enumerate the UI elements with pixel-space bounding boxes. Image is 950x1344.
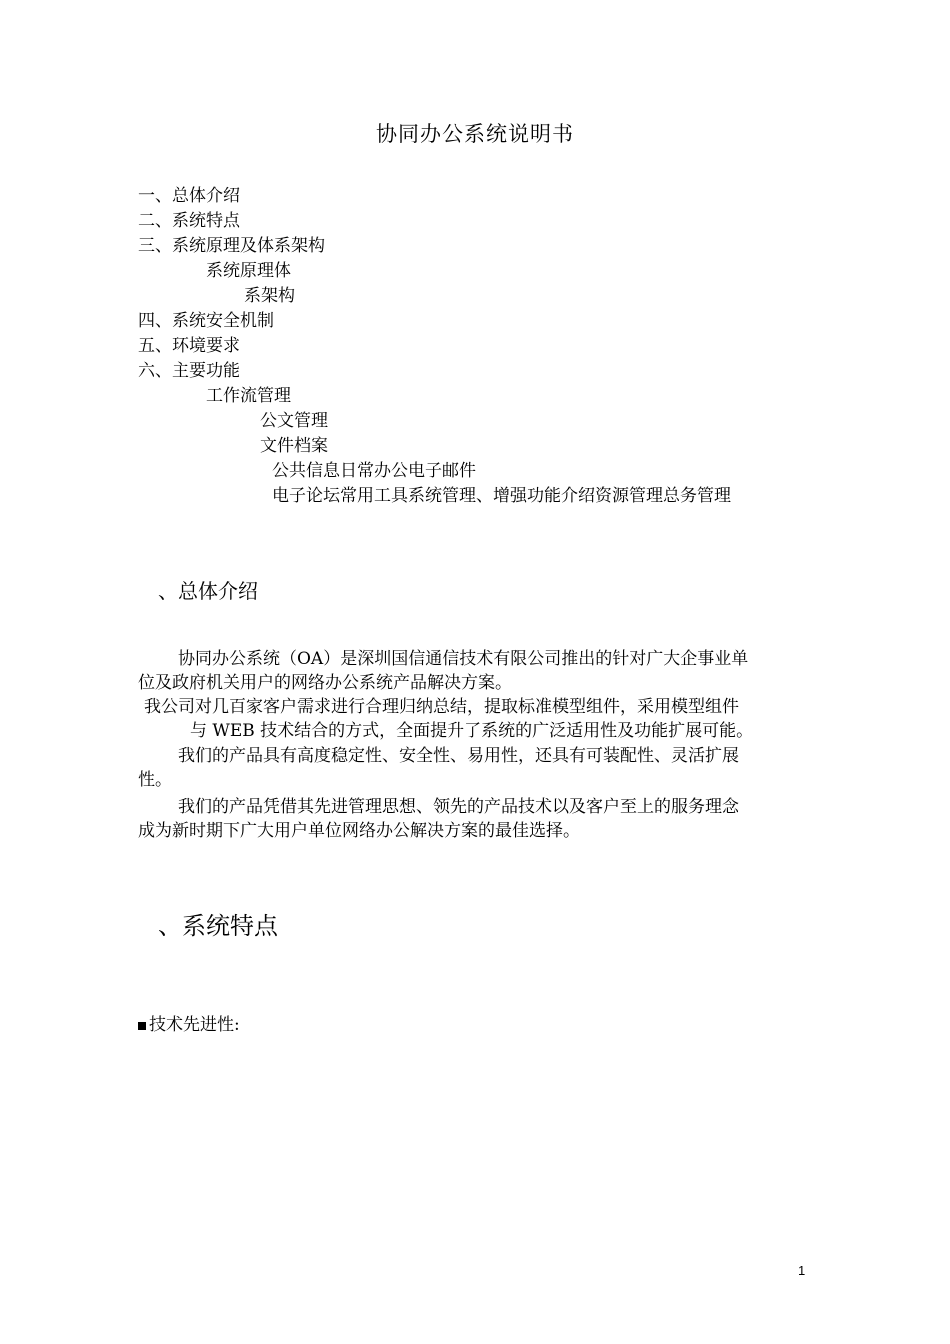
toc-subitem: 文件档案	[260, 436, 328, 456]
paragraph-line: 与 WEB 技术结合的方式，全面提升了系统的广泛适用性及功能扩展可能。	[190, 721, 754, 741]
paragraph-line: 我们的产品具有高度稳定性、安全性、易用性，还具有可装配性、灵活扩展	[178, 746, 739, 766]
section-heading-features: 、系统特点	[158, 912, 278, 940]
toc-item: 五、环境要求	[138, 336, 240, 356]
page-number: 1	[798, 1263, 806, 1278]
toc-item: 四、系统安全机制	[138, 311, 274, 331]
toc-item: 一、总体介绍	[138, 186, 240, 206]
paragraph-line: 我们的产品凭借其先进管理思想、领先的产品技术以及客户至上的服务理念	[178, 797, 739, 817]
section-heading-overview: 、总体介绍	[158, 579, 258, 603]
paragraph-line: 成为新时期下广大用户单位网络办公解决方案的最佳选择。	[138, 821, 580, 841]
toc-subitem: 系统原理体	[206, 261, 291, 281]
toc-subitem: 工作流管理	[206, 386, 291, 406]
paragraph-line: 协同办公系统（OA）是深圳国信通信技术有限公司推出的针对广大企事业单	[178, 649, 749, 669]
bullet-item	[138, 1010, 240, 1035]
toc-item: 六、主要功能	[138, 361, 240, 381]
toc-item: 三、系统原理及体系架构	[138, 236, 325, 256]
toc-subitem: 电子论坛常用工具系统管理、增强功能介绍资源管理总务管理	[272, 486, 731, 506]
paragraph-line: 性。	[138, 770, 172, 790]
paragraph-line: 我公司对几百家客户需求进行合理归纳总结，提取标准模型组件，采用模型组件	[144, 697, 739, 717]
toc-subitem: 公文管理	[260, 411, 328, 431]
bullet-text: 技术先进性:	[149, 1015, 240, 1035]
square-bullet-icon	[138, 1022, 146, 1030]
toc-subitem: 公共信息日常办公电子邮件	[272, 461, 476, 481]
document-title: 协同办公系统说明书	[376, 122, 574, 146]
toc-subitem: 系架构	[244, 286, 295, 306]
paragraph-line: 位及政府机关用户的网络办公系统产品解决方案。	[138, 673, 512, 693]
toc-item: 二、系统特点	[138, 211, 240, 231]
